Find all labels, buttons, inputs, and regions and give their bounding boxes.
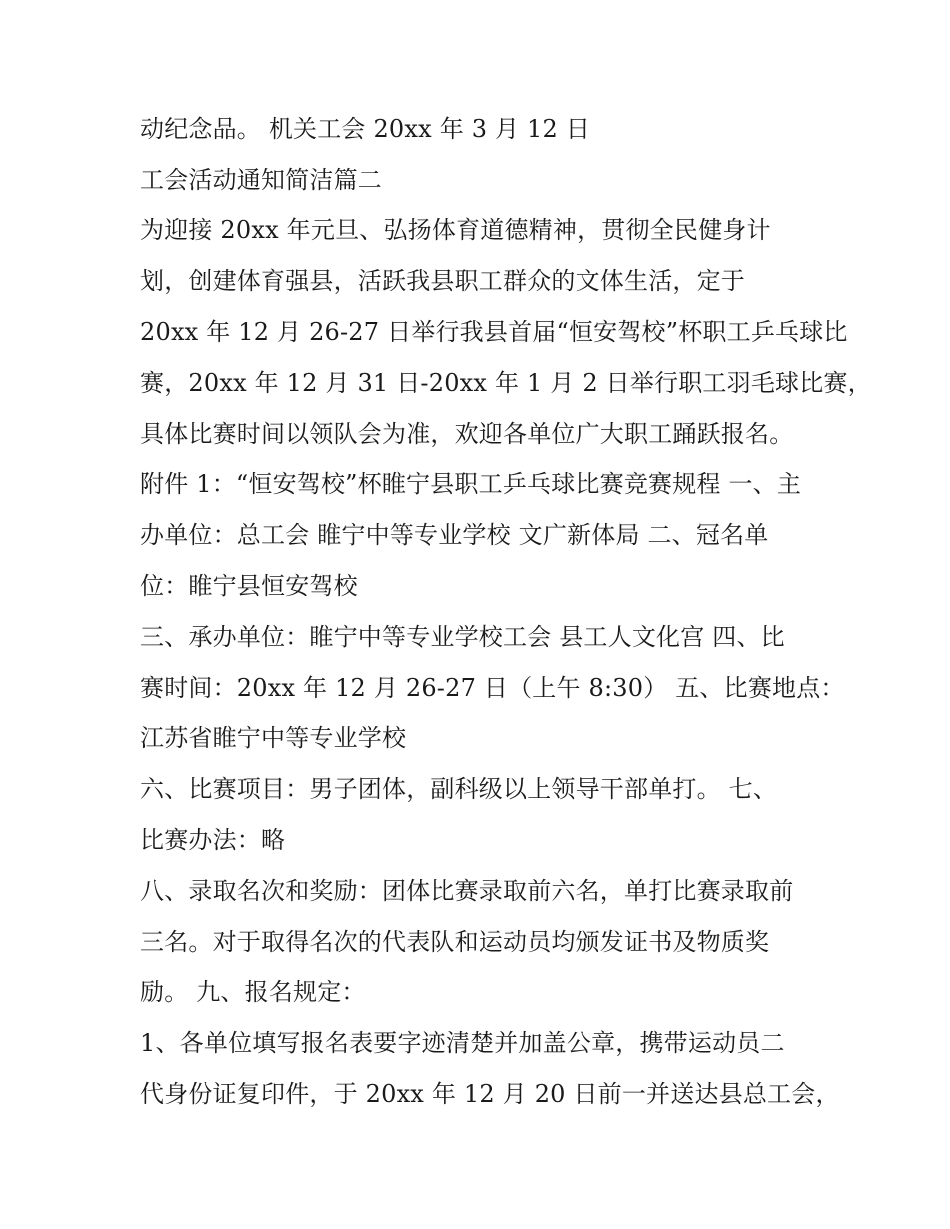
text-line: 三、承办单位：睢宁中等专业学校工会 县工人文化宫 四、比 — [140, 623, 785, 651]
text-line: 划，创建体育强县，活跃我县职工群众的文体生活，定于 — [140, 267, 745, 295]
text-line: 三名。对于取得名次的代表队和运动员均颁发证书及物质奖 — [140, 928, 770, 956]
text-line: 代身份证复印件，于 20xx 年 12 月 20 日前一并送达县总工会， — [140, 1080, 840, 1108]
text-line: 江苏省睢宁中等专业学校 — [140, 724, 407, 752]
text-line: 励。 九、报名规定： — [140, 978, 366, 1006]
text-line: 比赛办法：略 — [140, 826, 286, 854]
text-line: 位：睢宁县恒安驾校 — [140, 572, 358, 600]
text-line: 赛，20xx 年 12 月 31 日-20xx 年 1 月 2 日举行职工羽毛球比赛， — [140, 369, 872, 397]
text-line: 附件 1：“恒安驾校”杯睢宁县职工乒乓球比赛竞赛规程 一、主 — [140, 470, 802, 498]
text-line: 1、各单位填写报名表要字迹清楚并加盖公章，携带运动员二 — [140, 1029, 785, 1057]
text-line: 具体比赛时间以领队会为准，欢迎各单位广大职工踊跃报名。 — [140, 420, 794, 448]
text-line: 赛时间：20xx 年 12 月 26-27 日（上午 8:30） 五、比赛地点： — [140, 674, 845, 702]
section-heading: 工会活动通知简洁篇二 — [140, 166, 382, 194]
text-line: 八、录取名次和奖励：团体比赛录取前六名，单打比赛录取前 — [140, 877, 794, 905]
text-line: 动纪念品。 机关工会 20xx 年 3 月 12 日 — [140, 115, 591, 143]
text-line: 为迎接 20xx 年元旦、弘扬体育道德精神，贯彻全民健身计 — [140, 216, 771, 244]
text-line: 办单位：总工会 睢宁中等专业学校 文广新体局 二、冠名单 — [140, 521, 769, 549]
text-line: 六、比赛项目：男子团体，副科级以上领导干部单打。 七、 — [140, 775, 778, 803]
text-line: 20xx 年 12 月 26-27 日举行我县首届“恒安驾校”杯职工乒乓球比 — [140, 318, 848, 346]
